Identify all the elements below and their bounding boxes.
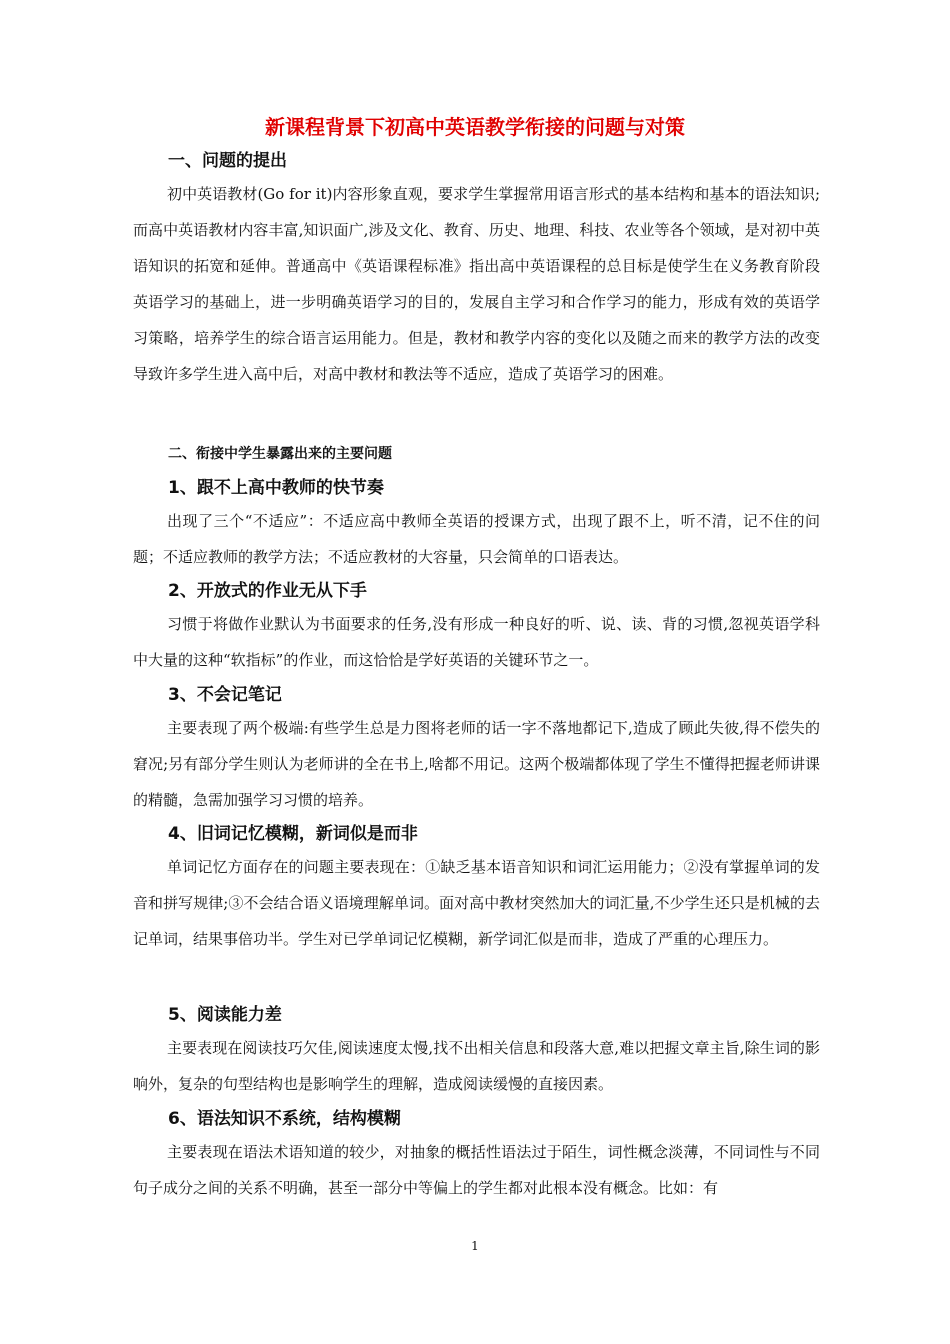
- item-paragraph-3: 主要表现了两个极端:有些学生总是力图将老师的话一字不落地都记下,造成了顾此失彼,得不偿失的窘况;另有部分学生则认为老师讲的全在书上,啥都不用记。这两个极端都体现了学生不懂得把握老师讲课的精髓，急需加强学习习惯的培养。: [133, 719, 820, 809]
- item-heading-4: 4、旧词记忆模糊，新词似是而非: [168, 824, 418, 844]
- item-paragraph-4: 单词记忆方面存在的问题主要表现在：①缺乏基本语音知识和词汇运用能力；②没有掌握单词的发音和拼写规律;③不会结合语义语境理解单词。面对高中教材突然加大的词汇量,不少学生还只是机械的去记单词，结果事倍功半。学生对已学单词记忆模糊，新学词汇似是而非，造成了严重的心理压力。: [133, 858, 820, 948]
- document-title: 新课程背景下初高中英语教学衔接的问题与对策: [265, 115, 685, 139]
- item-paragraph-5: 主要表现在阅读技巧欠佳,阅读速度太慢,找不出相关信息和段落大意,难以把握文章主旨,除生词的影响外，复杂的句型结构也是影响学生的理解，造成阅读缓慢的直接因素。: [133, 1039, 820, 1093]
- item-heading-6: 6、语法知识不系统，结构模糊: [168, 1109, 401, 1129]
- page-number: 1: [471, 1239, 479, 1253]
- section-heading-2: 二、衔接中学生暴露出来的主要问题: [168, 446, 392, 462]
- item-heading-2: 2、开放式的作业无从下手: [168, 581, 367, 601]
- section-heading-1: 一、问题的提出: [168, 151, 287, 171]
- item-heading-1: 1、跟不上高中教师的快节奏: [168, 478, 384, 498]
- item-paragraph-1: 出现了三个“不适应”：不适应高中教师全英语的授课方式，出现了跟不上，听不清，记不住的问题；不适应教师的教学方法；不适应教材的大容量，只会简单的口语表达。: [133, 512, 820, 566]
- item-paragraph-2: 习惯于将做作业默认为书面要求的任务,没有形成一种良好的听、说、读、背的习惯,忽视英语学科中大量的这种“软指标”的作业，而这恰恰是学好英语的关键环节之一。: [133, 615, 820, 669]
- item-heading-3: 3、不会记笔记: [168, 685, 282, 705]
- item-paragraph-6: 主要表现在语法术语知道的较少，对抽象的概括性语法过于陌生，词性概念淡薄，不同词性与不同句子成分之间的关系不明确，甚至一部分中等偏上的学生都对此根本没有概念。比如：有: [133, 1143, 820, 1197]
- item-heading-5: 5、阅读能力差: [168, 1005, 282, 1025]
- section-1-paragraph: 初中英语教材(Go for it)内容形象直观，要求学生掌握常用语言形式的基本结构和基本的语法知识;而高中英语教材内容丰富,知识面广,涉及文化、教育、历史、地理、科技、农业等各个领域，是对初中英语知识的拓宽和延伸。普通高中《英语课程标准》指出高中英语课程的总目标是使学生在义务教育阶段英语学习的基础上，进一步明确英语学习的目的，发展自主学习和合作学习的能力，形成有效的英语学习策略，培养学生的综合语言运用能力。但是，教材和教学内容的变化以及随之而来的教学方法的改变导致许多学生进入高中后，对高中教材和教法等不适应，造成了英语学习的困难。: [133, 185, 820, 383]
